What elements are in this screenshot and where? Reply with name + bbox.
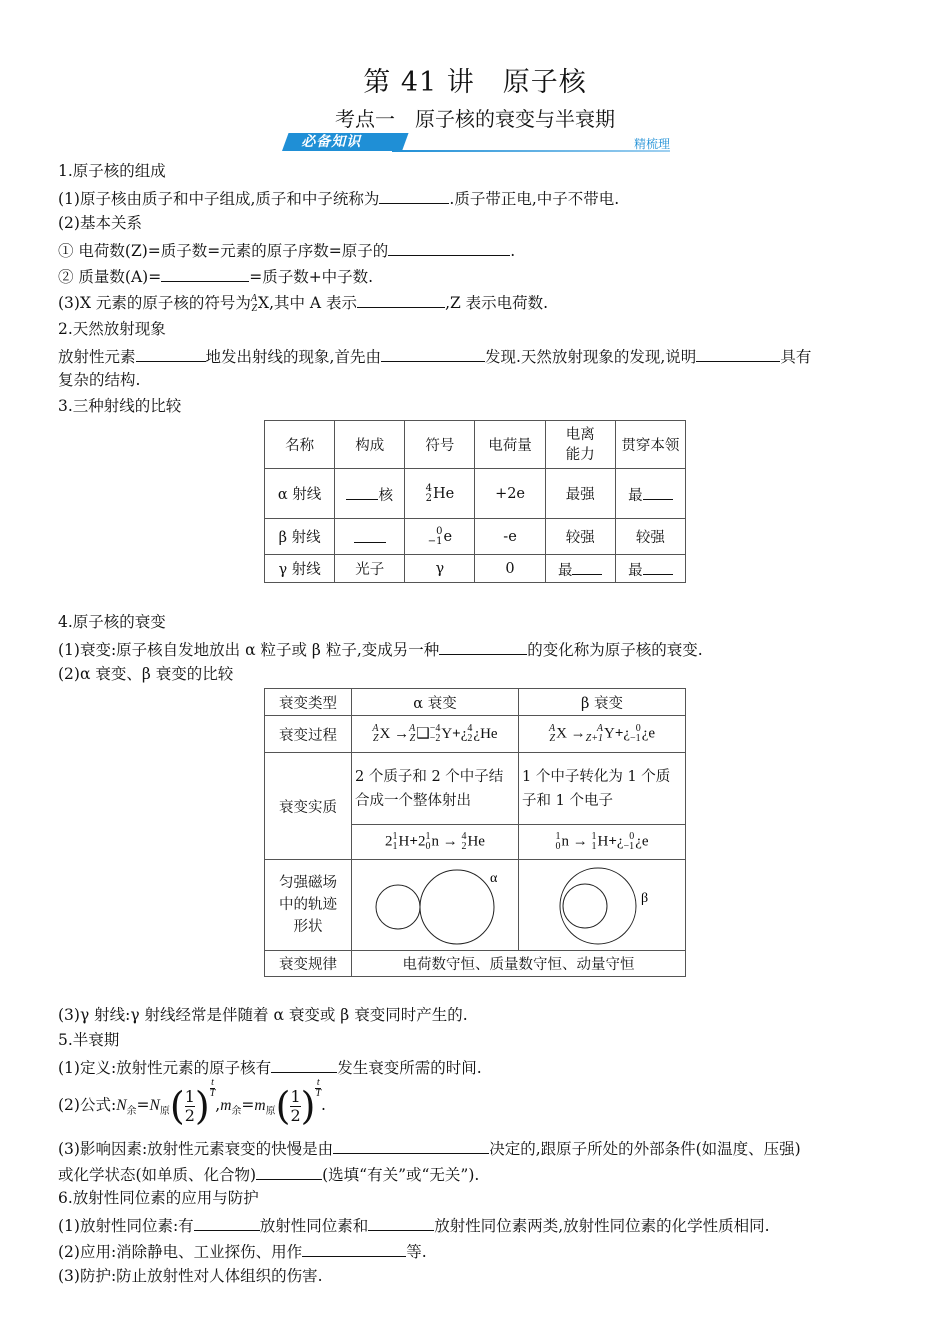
para-4-1: (1)衰变:原子核自发地放出 α 粒子或 β 粒子,变成另一种 的变化称为原子核的衰变. <box>58 638 703 660</box>
table-header-row: 名称 构成 符号 电荷量 电离 能力 贯穿本领 <box>265 421 686 469</box>
para-1-4: ② 质量数(A)= =质子数+中子数. <box>58 265 373 287</box>
table-row: 衰变实质 2 个质子和 2 个中子结 合成一个整体射出 1 个中子转化为 1 个质 子和 1 个电子 <box>265 753 686 825</box>
blank[interactable] <box>381 345 485 362</box>
large-circle <box>420 870 494 944</box>
page-title: 第 41 讲 原子核 <box>363 67 587 98</box>
blank[interactable] <box>696 345 780 362</box>
blank[interactable] <box>357 291 445 308</box>
blank[interactable] <box>572 558 602 575</box>
blank[interactable] <box>136 345 206 362</box>
table-row: γ 射线 光子 γ 0 最 最 <box>265 555 686 583</box>
blank[interactable] <box>368 1214 434 1231</box>
table-row: β 射线 0 −1 e -e 较强 较强 <box>265 519 686 555</box>
para-6-3: (3)防护:防止放射性对人体组织的伤害. <box>58 1267 323 1285</box>
blank[interactable] <box>302 1240 406 1257</box>
para-5-1: (1)定义:放射性元素的原子核有 发生衰变所需的时间. <box>58 1056 482 1078</box>
para-2-1: 放射性元素 地发出射线的现象,首先由 发现.天然放射现象的发现,说明 具有 <box>58 345 811 367</box>
para-6-2: (2)应用:消除静电、工业探伤、用作 等. <box>58 1240 427 1262</box>
table-header-row: 衰变类型 α 衰变 β 衰变 <box>265 689 686 716</box>
para-5-3: (3)影响因素:放射性元素衰变的快慢是由 决定的,跟原子所处的外部条件(如温度、压强) <box>58 1137 801 1159</box>
blank[interactable] <box>439 638 527 655</box>
para-5-4: 或化学状态(如单质、化合物) (选填“有关”或“无关”). <box>58 1163 479 1185</box>
para-6-1: (1)放射性同位素:有 放射性同位素和 放射性同位素两类,放射性同位素的化学性质相同. <box>58 1214 770 1236</box>
banner-label: 必备知识 <box>301 134 362 150</box>
blank[interactable] <box>271 1056 337 1073</box>
blank[interactable] <box>333 1137 489 1154</box>
para-5-2: (2)公式$:N_余=N_原$( $\frac{1}{2}$ ) $\frac{t}{T}$ $,m_余=m_原$( $\frac{1}{2}$ ) $\frac{t}{T}$ . <box>58 1077 326 1128</box>
alpha-label: α <box>490 871 498 886</box>
blank[interactable] <box>194 1214 260 1231</box>
blank[interactable] <box>256 1163 322 1180</box>
blank[interactable] <box>354 526 386 543</box>
blank[interactable] <box>388 239 510 256</box>
para-1-3: ① 电荷数(Z)=质子数=元素的原子序数=原子的 . <box>58 239 515 261</box>
heading-3: 3.三种射线的比较 <box>58 397 182 415</box>
beta-track-diagram <box>523 860 681 946</box>
table-row: 2 1 1 H+2 1 0 n → 4 2 He 1 0 n → 1 1 H+¿ 0 −1 ¿e <box>265 825 686 860</box>
blank[interactable] <box>643 483 673 500</box>
heading-2: 2.天然放射现象 <box>58 320 166 338</box>
heading-1: 1.原子核的组成 <box>58 162 166 180</box>
banner-tag: 精梳理 <box>633 137 670 151</box>
table-row: 衰变过程 A Z X → A Z ❑ −4 −2 Y+¿ 4 2 ¿He A Z X → A Z+1 Y+¿ 0 −1 ¿e <box>265 716 686 753</box>
para-1-2: (2)基本关系 <box>58 214 142 232</box>
rays-table <box>264 420 686 583</box>
para-2-2: 复杂的结构. <box>58 371 141 389</box>
small-circle <box>376 885 420 929</box>
blank[interactable] <box>643 558 673 575</box>
para-4-2: (2)α 衰变、β 衰变的比较 <box>58 665 234 683</box>
blank[interactable] <box>161 265 249 282</box>
table-row: 衰变规律 电荷数守恒、质量数守恒、动量守恒 <box>265 951 686 977</box>
para-4-3: (3)γ 射线:γ 射线经常是伴随着 α 衰变或 β 衰变同时产生的. <box>58 1006 468 1024</box>
large-circle <box>560 868 636 944</box>
blank[interactable] <box>379 187 449 204</box>
small-circle <box>563 884 607 928</box>
heading-6: 6.放射性同位素的应用与防护 <box>58 1189 259 1207</box>
para-1-5: (3)X 元素的原子核的符号为 A Z X,其中 A 表示 ,Z 表示电荷数. <box>58 293 549 314</box>
blank[interactable] <box>346 483 378 500</box>
banner-rule <box>392 150 670 152</box>
table-row: α 射线 核 4 2 He +2e 最强 最 <box>265 469 686 519</box>
heading-4: 4.原子核的衰变 <box>58 613 166 631</box>
decay-table <box>264 688 686 977</box>
section-subtitle: 考点一 原子核的衰变与半衰期 <box>335 107 615 131</box>
alpha-track-diagram <box>356 860 514 946</box>
beta-label: β <box>641 891 649 906</box>
table-row: 匀强磁场 中的轨迹 形状 α β <box>265 860 686 951</box>
para-1-1: (1)原子核由质子和中子组成,质子和中子统称为 .质子带正电,中子不带电. <box>58 187 619 209</box>
heading-5: 5.半衰期 <box>58 1031 120 1049</box>
section-banner <box>282 133 670 155</box>
